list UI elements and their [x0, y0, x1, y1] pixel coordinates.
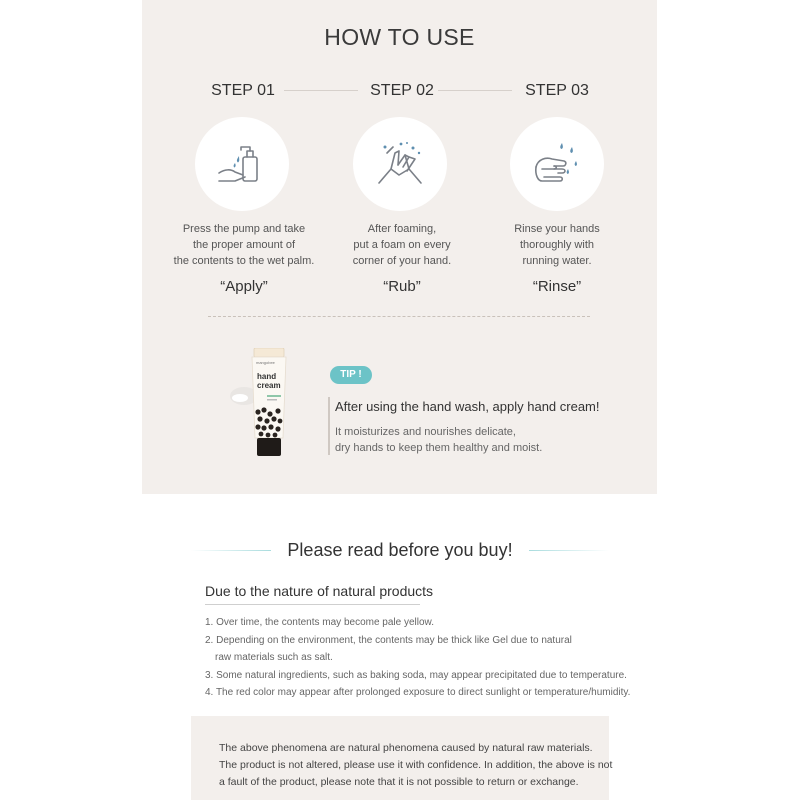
step-02-word: “Rub” [383, 278, 421, 295]
list-item-continuation: raw materials such as salt. [215, 652, 333, 663]
list-item: 1. Over time, the contents may become pale yellow. [205, 617, 434, 628]
step-03-word: “Rinse” [532, 278, 582, 295]
step-03-desc-line: Rinse your hands [514, 223, 600, 235]
disclaimer-line: The above phenomena are natural phenomena caused by natural raw materials. [219, 742, 593, 754]
step-03-label: STEP 03 [525, 82, 589, 99]
tube-brand: mangobee [256, 360, 275, 365]
step-03-description [472, 221, 642, 269]
tip-text-line: dry hands to keep them healthy and moist. [335, 442, 543, 454]
step-01-desc-line: the proper amount of [192, 239, 296, 251]
tip-text-line: It moisturizes and nourishes delicate, [335, 426, 516, 438]
step-03-desc-line: running water. [522, 255, 592, 267]
rubbing-hands-icon [375, 139, 425, 189]
notice-list [205, 614, 630, 702]
natural-products-heading: Due to the nature of natural products [205, 583, 434, 599]
step-01-word: “Apply” [220, 278, 268, 295]
how-to-use-title: HOW TO USE [324, 24, 475, 50]
step-01-desc-line: Press the pump and take [182, 223, 306, 235]
step-02-label: STEP 02 [370, 82, 434, 99]
tube-name-line1: hand [257, 372, 277, 381]
tip-text [335, 424, 542, 456]
list-item: 2. Depending on the environment, the contents may be thick like Gel due to natural [205, 634, 572, 646]
heading-underline [205, 604, 420, 605]
tip-accent-bar [328, 397, 330, 455]
tip-title: After using the hand wash, apply hand cream! [335, 399, 600, 414]
step-divider [284, 90, 358, 91]
hand-cream-tube-image [230, 348, 300, 460]
step-01-description [159, 221, 329, 269]
disclaimer-line: The product is not altered, please use it with confidence. In addition, the above is not [219, 759, 613, 771]
list-item: 4. The red color may appear after prolonged exposure to direct sunlight or temperature/humidity. [205, 687, 631, 698]
tube-name-line2: cream [257, 381, 281, 390]
step-01-circle [195, 117, 289, 211]
tip-badge: TIP ! [330, 366, 372, 384]
step-divider [438, 90, 512, 91]
step-03-desc-line: thoroughly with [520, 239, 594, 251]
step-02-desc-line: After foaming, [367, 223, 437, 235]
dotted-divider [208, 316, 590, 317]
step-02-description [317, 221, 487, 269]
step-03-circle [510, 117, 604, 211]
step-02-circle [353, 117, 447, 211]
list-item [205, 649, 630, 667]
step-02-desc-line: put a foam on every [353, 239, 451, 251]
disclaimer-box [191, 716, 613, 800]
disclaimer-line: a fault of the product, please note that it is not possible to return or exchange. [219, 776, 579, 788]
how-to-use-panel [142, 0, 657, 494]
step-01-desc-line: the contents to the wet palm. [173, 255, 315, 267]
pump-bottle-hand-icon [217, 139, 267, 189]
step-02-desc-line: corner of your hand. [352, 255, 452, 267]
disclaimer-text [219, 740, 612, 791]
list-item: 3. Some natural ingredients, such as baking soda, may appear precipitated due to temperature. [205, 669, 627, 681]
step-01-label: STEP 01 [211, 82, 275, 99]
notice-title: Please read before you buy! [287, 540, 513, 560]
rinsing-hands-icon [532, 139, 582, 189]
